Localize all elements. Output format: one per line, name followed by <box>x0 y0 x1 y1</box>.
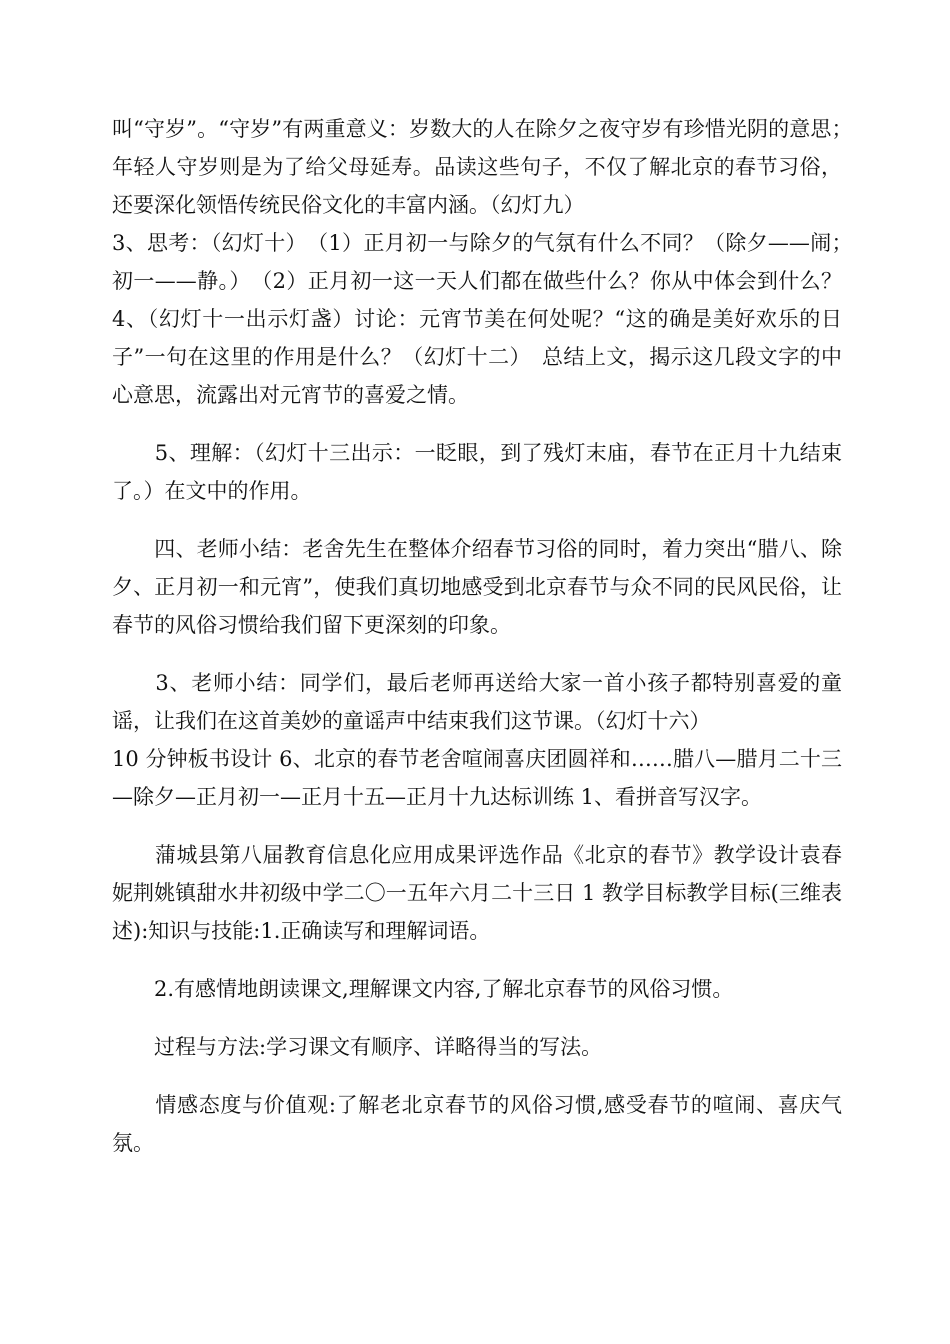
paragraph-7: 过程与方法:学习课文有顺序、详略得当的写法。 <box>112 1035 603 1059</box>
paragraph-4: 3、老师小结：同学们，最后老师再送给大家一首小孩子都特别喜爱的童谣，让我们在这首美妙的童谣声中结束我们这节课。（幻灯十六） 10 分钟板书设计 6、北京的春节老舍喧闹喜庆团圆祥和……腊八—腊月二十三—除夕—正月初一—正月十五—正月十九达标训练 1、看拼音写汉字。 <box>112 671 842 809</box>
paragraph-5: 蒲城县第八届教育信息化应用成果评选作品《北京的春节》教学设计袁春妮荆姚镇甜水井初级中学二〇一五年六月二十三日 1 教学目标教学目标(三维表述):知识与技能:1.正确读写和理解词语。 <box>112 843 842 943</box>
paragraph-6: 2.有感情地朗读课文,理解课文内容,了解北京春节的风俗习惯。 <box>112 977 734 1001</box>
paragraph-2: 5、理解：（幻灯十三出示：一眨眼，到了残灯末庙，春节在正月十九结束了。）在文中的作用。 <box>112 441 842 503</box>
paragraph-8: 情感态度与价值观:了解老北京春节的风俗习惯,感受春节的喧闹、喜庆气氛。 <box>112 1093 842 1155</box>
paragraph-3: 四、老师小结：老舍先生在整体介绍春节习俗的同时，着力突出“腊八、除夕、正月初一和元宵”，使我们真切地感受到北京春节与众不同的民风民俗，让春节的风俗习惯给我们留下更深刻的印象。 <box>112 537 842 637</box>
document-body <box>112 110 842 1182</box>
paragraph-1: 叫“守岁”。“守岁”有两重意义：岁数大的人在除夕之夜守岁有珍惜光阴的意思； 年轻人守岁则是为了给父母延寿。品读这些句子，不仅了解北京的春节习俗，还要深化领悟传统民俗文化的丰富内涵。（幻灯九） 3、思考：（幻灯十） （1）正月初一与除夕的气氛有什么不同？（除夕——闹； 初一——静。） （2）正月初一这一天人们都在做些什么？你从中体会到什么？4、（幻灯十一出示灯盏）讨论：元宵节美在何处呢？“这的确是美好欢乐的日子”一句在这里的作用是什么？（幻灯十二） 总结上文，揭示这几段文字的中心意思，流露出对元宵节的喜爱之情。 <box>112 117 842 407</box>
